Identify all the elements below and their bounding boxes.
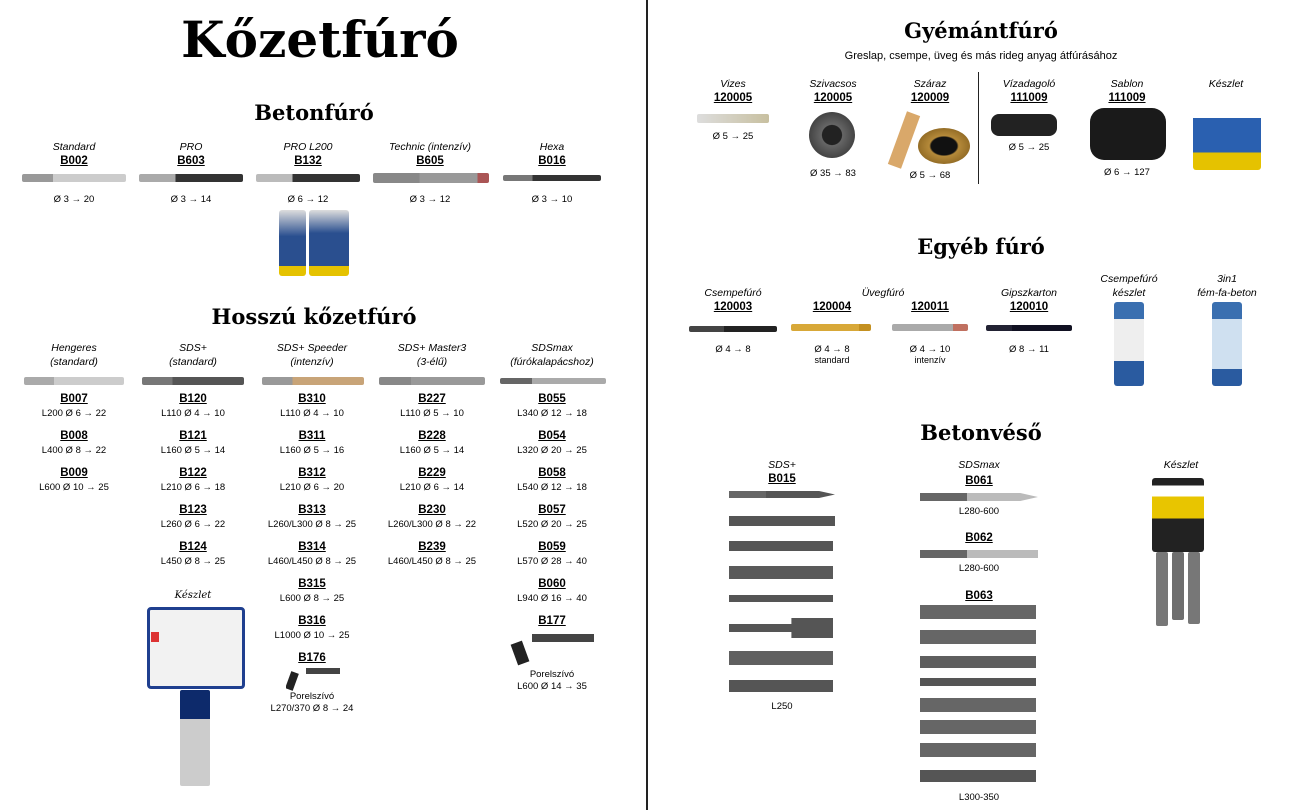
list-item[interactable] (924, 589, 1034, 604)
drill-bit-image (697, 114, 769, 123)
item-dim: L1000 Ø 10 → 25 (274, 630, 350, 641)
betonfuro-item-pro-l200[interactable] (253, 140, 363, 169)
item-code[interactable]: B057 (538, 504, 566, 516)
item-code[interactable]: B121 (179, 430, 207, 442)
item-dim: L940 Ø 16 → 40 (517, 593, 587, 604)
package-image (1212, 302, 1242, 386)
drill-bit-image (22, 174, 126, 182)
page-title: Kőzetfúró (181, 10, 459, 69)
set-label: Készlet (174, 590, 212, 601)
item-dim: L260 Ø 6 → 22 (160, 519, 226, 530)
item-dim: Ø 4 → 8 (814, 344, 850, 355)
item-note: Porelszívó (289, 691, 335, 702)
item-code[interactable]: B123 (179, 504, 207, 516)
list-item[interactable] (497, 540, 607, 568)
item-code[interactable]: B059 (538, 541, 566, 553)
drill-bit-image (373, 173, 489, 183)
item-code[interactable]: B122 (179, 467, 207, 479)
item-label: 3in1 (1217, 273, 1237, 285)
egyeb-item-csempefuro[interactable] (678, 286, 788, 315)
page-divider (646, 0, 648, 810)
hosszu-col-sdsmax (497, 341, 607, 369)
col-label-sub: (3-élű) (416, 356, 448, 368)
chisel-image (920, 656, 1036, 668)
item-dim: Ø 6 → 127 (1104, 167, 1150, 178)
gyemant-item-szivacsos[interactable] (778, 77, 888, 106)
egyeb-heading: Egyéb fúró (917, 234, 1045, 259)
drill-bit-image (503, 175, 601, 181)
item-label: Üvegfúró (861, 287, 905, 299)
item-code[interactable]: 120005 (713, 92, 753, 104)
drill-bit-image (262, 377, 364, 385)
item-code[interactable]: B007 (60, 393, 88, 405)
dust-extractor-image (286, 664, 342, 692)
item-dim: L320 Ø 20 → 25 (517, 445, 587, 456)
item-code[interactable]: B605 (416, 155, 444, 167)
item-code[interactable]: B060 (538, 578, 566, 590)
item-label-sub: készlet (1112, 287, 1146, 299)
extractor-hose (511, 641, 530, 666)
list-item[interactable] (19, 466, 129, 494)
item-dim: L210 Ø 6 → 14 (399, 482, 465, 493)
list-item[interactable] (377, 466, 487, 494)
list-item[interactable] (257, 466, 367, 494)
hosszu-col-master3 (377, 341, 487, 369)
item-dim: Ø 3 → 14 (170, 194, 212, 205)
item-code[interactable]: B120 (179, 393, 207, 405)
item-code[interactable]: B228 (418, 430, 446, 442)
item-label: Csempefúró (704, 287, 762, 299)
chisel-image (1156, 552, 1168, 626)
betonfuro-heading: Betonfúró (254, 100, 374, 125)
item-code[interactable]: 111009 (1010, 92, 1048, 104)
item-dim: Ø 5 → 25 (1008, 142, 1050, 153)
chisel-image (1188, 552, 1200, 624)
drill-bit-image (256, 174, 360, 182)
item-dim: L400 Ø 8 → 22 (41, 445, 107, 456)
item-dim: L570 Ø 28 → 40 (517, 556, 587, 567)
list-item[interactable] (924, 474, 1034, 489)
item-code[interactable]: B016 (538, 155, 566, 167)
item-dim: L600 Ø 8 → 25 (279, 593, 345, 604)
item-code[interactable]: 120003 (713, 301, 753, 313)
col-label: Hengeres (51, 342, 97, 354)
list-item[interactable] (497, 577, 607, 605)
list-item[interactable] (377, 392, 487, 420)
item-dim: Ø 4 → 10 (909, 344, 951, 355)
list-item[interactable] (138, 392, 248, 420)
list-item[interactable] (138, 503, 248, 531)
item-code[interactable]: B002 (60, 155, 88, 167)
sponge-bit-image (809, 112, 855, 158)
chisel-image (729, 566, 833, 579)
item-label: Gipszkarton (1000, 287, 1058, 299)
hosszu-col-hengeres (19, 341, 129, 369)
item-dim: Ø 3 → 10 (531, 194, 573, 205)
chisel-image (920, 550, 1038, 558)
item-code[interactable]: B310 (298, 393, 326, 405)
drill-bit-image (892, 324, 968, 331)
item-code[interactable]: B239 (418, 541, 446, 553)
item-label: Hexa (539, 141, 565, 153)
drill-bit-image (24, 377, 124, 385)
chisel-image (729, 618, 833, 638)
item-dim: Ø 8 → 11 (1009, 344, 1049, 355)
item-label: Standard (52, 141, 96, 153)
list-item[interactable] (924, 531, 1034, 546)
item-code[interactable]: B314 (298, 541, 326, 553)
betonveso-sdsmax-label (924, 458, 1034, 472)
drill-bit-image (142, 377, 244, 385)
egyeb-item-uvegfuro-standard[interactable] (777, 300, 887, 315)
list-item[interactable] (138, 429, 248, 457)
gyemant-item-vizadagolo[interactable] (974, 77, 1084, 106)
gyemant-item-keszlet[interactable] (1171, 77, 1281, 91)
item-code[interactable]: B311 (298, 430, 326, 442)
egyeb-label-uvegfuro (828, 286, 938, 300)
col-label-sub: (intenzív) (290, 356, 334, 368)
chisel-image (729, 541, 833, 551)
item-dim: L270/370 Ø 8 → 24 (270, 703, 354, 714)
list-item[interactable] (497, 392, 607, 420)
col-label: SDS+ (179, 342, 207, 354)
item-dim: L460/L450 Ø 8 → 25 (267, 556, 357, 567)
betonfuro-item-technic[interactable] (370, 140, 490, 169)
package-image (309, 210, 349, 276)
col-label: SDS+ Master3 (397, 342, 467, 354)
item-code[interactable]: B603 (177, 155, 205, 167)
item-dim: L260/L300 Ø 8 → 22 (387, 519, 477, 530)
item-dim: L280-600 (958, 563, 1000, 574)
betonveso-heading: Betonvéső (920, 420, 1042, 445)
gyemant-subtitle: Greslap, csempe, üveg és más rideg anyag átfúrásához (844, 50, 1118, 62)
item-dim: L160 Ø 5 → 16 (279, 445, 345, 456)
list-item[interactable] (19, 429, 129, 457)
col-label: SDS+ (768, 459, 796, 471)
package-image (1193, 112, 1261, 170)
item-label: PRO (179, 141, 203, 153)
item-dim: L110 Ø 4 → 10 (161, 408, 225, 419)
list-item[interactable] (377, 540, 487, 568)
item-code[interactable]: B316 (298, 615, 326, 627)
col-label-sub: (standard) (169, 356, 217, 368)
list-item[interactable] (497, 503, 607, 531)
dry-bit-image (918, 128, 970, 164)
chisel-image (920, 770, 1036, 782)
col-label: SDSmax (531, 342, 573, 354)
list-item[interactable] (497, 614, 607, 629)
item-dim: L460/L450 Ø 8 → 25 (387, 556, 477, 567)
item-code[interactable]: 120010 (1009, 301, 1049, 313)
case-latch (151, 632, 159, 642)
gyemant-item-szaraz[interactable] (875, 77, 985, 106)
item-note: intenzív (914, 355, 946, 365)
wood-core-image (888, 111, 920, 168)
chisel-image (729, 491, 835, 498)
item-dim: L110 Ø 4 → 10 (280, 408, 344, 419)
item-code[interactable]: B061 (965, 475, 993, 487)
list-item[interactable] (138, 540, 248, 568)
item-dim: Ø 35 → 83 (810, 168, 856, 179)
item-code[interactable]: B177 (538, 615, 566, 627)
betonfuro-item-hexa[interactable] (497, 140, 607, 169)
betonfuro-item-standard[interactable] (19, 140, 129, 169)
drill-bit-image (379, 377, 485, 385)
egyeb-item-csempefuro-keszlet[interactable] (1074, 272, 1184, 300)
list-item[interactable] (257, 429, 367, 457)
item-label: Szivacsos (809, 78, 857, 90)
gyemant-item-sablon[interactable] (1072, 77, 1182, 106)
item-code[interactable]: B315 (298, 578, 326, 590)
template-image (1090, 108, 1166, 160)
chisel-image (920, 605, 1036, 619)
chisel-image (729, 595, 833, 602)
water-feeder-image (991, 114, 1057, 136)
item-code[interactable]: B009 (60, 467, 88, 479)
item-code[interactable]: 111009 (1108, 92, 1146, 104)
col-label-sub: (standard) (50, 356, 98, 368)
item-dim: L600 Ø 10 → 25 (39, 482, 109, 493)
item-dim: L200 Ø 6 → 22 (41, 408, 107, 419)
list-item[interactable] (377, 429, 487, 457)
col-label-sub: (fúrókalapácshoz) (510, 356, 594, 368)
extractor-body (306, 668, 340, 674)
item-code[interactable]: B313 (298, 504, 326, 516)
item-dim: L600 Ø 14 → 35 (517, 681, 587, 692)
list-item[interactable] (497, 429, 607, 457)
item-dim: L540 Ø 12 → 18 (517, 482, 587, 493)
list-item[interactable] (257, 503, 367, 531)
item-label: PRO L200 (283, 141, 333, 153)
item-label: Csempefúró (1100, 273, 1158, 285)
drill-bit-image (791, 324, 871, 331)
dust-extractor-image (510, 628, 598, 668)
list-item[interactable] (377, 503, 487, 531)
chisel-image (729, 651, 833, 665)
item-code[interactable]: B229 (418, 467, 446, 479)
egyeb-item-3in1[interactable] (1172, 272, 1282, 300)
item-code[interactable]: B008 (60, 430, 88, 442)
chisel-image (920, 493, 1038, 501)
hosszu-col-sds (138, 341, 248, 369)
gyemant-item-vizes[interactable] (678, 77, 788, 106)
item-label-sub: fém-fa-beton (1197, 287, 1257, 299)
extractor-body (532, 634, 594, 642)
item-label: Technic (intenzív) (389, 141, 471, 153)
item-dim: L520 Ø 20 → 25 (517, 519, 587, 530)
item-dim: L340 Ø 12 → 18 (517, 408, 587, 419)
item-dim: Ø 6 → 12 (287, 194, 329, 205)
item-dim: L210 Ø 6 → 18 (160, 482, 226, 493)
item-code[interactable]: B055 (538, 393, 566, 405)
item-dim: L280-600 (958, 506, 1000, 517)
item-dim: Ø 4 → 8 (715, 344, 751, 355)
col-label: Készlet (1163, 459, 1199, 471)
drill-bit-image (139, 174, 243, 182)
item-dim: L110 Ø 5 → 10 (400, 408, 464, 419)
list-item[interactable] (257, 392, 367, 420)
hosszu-col-speeder (257, 341, 367, 369)
item-dim: L210 Ø 6 → 20 (279, 482, 345, 493)
betonfuro-item-pro[interactable] (136, 140, 246, 169)
item-code[interactable]: B312 (298, 467, 326, 479)
item-code[interactable]: B015 (768, 473, 796, 485)
item-label: Száraz (913, 78, 947, 90)
chisel-image (920, 698, 1036, 712)
item-dim: Ø 5 → 68 (909, 170, 951, 181)
item-dim: Ø 3 → 12 (409, 194, 451, 205)
item-note: Porelszívó (529, 669, 575, 680)
item-code[interactable]: B058 (538, 467, 566, 479)
item-code[interactable]: B054 (538, 430, 566, 442)
chisel-image (920, 678, 1036, 686)
drill-bit-image (500, 378, 606, 384)
item-code[interactable]: B063 (965, 590, 993, 602)
chisel-image (920, 630, 1036, 644)
gyemant-heading: Gyémántfúró (904, 18, 1058, 43)
item-code[interactable]: 120011 (911, 301, 949, 313)
package-image (1114, 302, 1144, 386)
item-dim: Ø 3 → 20 (53, 194, 95, 205)
case-image (147, 607, 245, 689)
item-code[interactable]: B124 (179, 541, 207, 553)
list-item[interactable] (257, 540, 367, 568)
item-dim: L160 Ø 5 → 14 (160, 445, 226, 456)
col-label: SDSmax (958, 459, 1000, 471)
list-item[interactable] (19, 392, 129, 420)
package-image (180, 690, 210, 786)
list-item[interactable] (497, 466, 607, 494)
item-code[interactable]: B132 (294, 155, 322, 167)
item-label: Sablon (1110, 78, 1144, 90)
item-code[interactable]: B230 (418, 504, 446, 516)
item-dim: L160 Ø 5 → 14 (399, 445, 465, 456)
item-dim: L250 (771, 701, 793, 712)
betonveso-keszlet-label (1146, 458, 1216, 472)
chisel-image (1172, 552, 1184, 620)
col-label: SDS+ Speeder (276, 342, 348, 354)
item-code[interactable]: B062 (965, 532, 993, 544)
egyeb-item-gipszkarton[interactable] (974, 286, 1084, 315)
extractor-hose (286, 671, 299, 691)
chisel-image (920, 743, 1036, 757)
list-item[interactable] (257, 577, 367, 605)
drill-bit-image (986, 325, 1072, 331)
item-code[interactable]: 120004 (812, 301, 852, 313)
package-image (279, 210, 306, 276)
item-code[interactable]: B227 (418, 393, 446, 405)
item-dim: L300-350 (958, 792, 1000, 803)
brand-logo: TIVOLY (1165, 486, 1191, 493)
egyeb-item-uvegfuro-intenziv[interactable] (875, 300, 985, 315)
item-label: Készlet (1208, 78, 1244, 90)
item-code[interactable]: 120009 (910, 92, 950, 104)
chisel-image (920, 720, 1036, 734)
item-code[interactable]: 120005 (813, 92, 853, 104)
chisel-image (729, 516, 835, 526)
item-code[interactable]: B176 (298, 652, 326, 664)
hosszu-heading: Hosszú kőzetfúró (211, 304, 417, 329)
betonveso-sds[interactable] (727, 458, 837, 487)
item-note: standard (814, 355, 850, 365)
item-dim: L260/L300 Ø 8 → 25 (267, 519, 357, 530)
item-label: Vizes (720, 78, 746, 90)
list-item[interactable] (138, 466, 248, 494)
item-label: Vízadagoló (1002, 78, 1056, 90)
item-dim: Ø 5 → 25 (712, 131, 754, 142)
list-item[interactable] (257, 614, 367, 642)
chisel-image (729, 680, 833, 692)
drill-bit-image (689, 326, 777, 332)
item-dim: L450 Ø 8 → 25 (160, 556, 226, 567)
